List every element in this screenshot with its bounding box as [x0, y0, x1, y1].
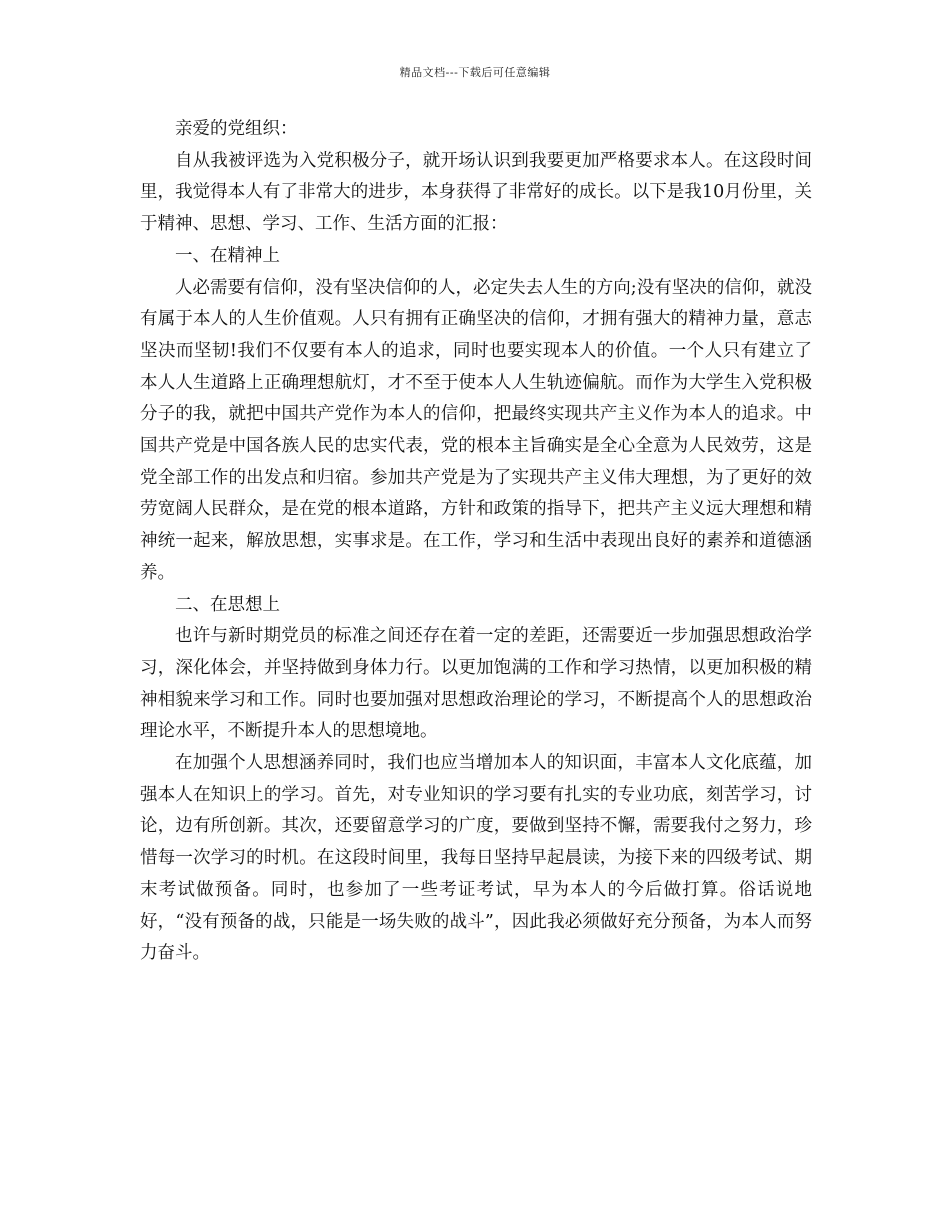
section-paragraph-thought-1: 也许与新时期党员的标准之间还存在着一定的差距，还需要近一步加强思想政治学习，深化体会，并坚持做到身体力行。以更加饱满的工作和学习热情，以更加积极的精神相貌来学习和工作。同时也要加强对思想政治理论的学习，不断提高个人的思想政治理论水平，不断提升本人的思想境地。 — [140, 626, 812, 742]
section-paragraph-spirit: 人必需要有信仰，没有坚决信仰的人，必定失去人生的方向;没有坚决的信仰，就没有属于本人的人生价值观。人只有拥有正确坚决的信仰，才拥有强大的精神力量，意志坚决而坚韧!我们不仅要有本人的追求，同时也要实现本人的价值。一个人只有建立了本人人生道路上正确理想航灯，才不至于使本人人生轨迹偏航。而作为大学生入党积极分子的我，就把中国共产党作为本人的信仰，把最终实现共产主义作为本人的追求。中国共产党是中国各族人民的忠实代表，党的根本主旨确实是全心全意为人民效劳，这是党全部工作的出发点和归宿。参加共产党是为了实现共产主义伟大理想，为了更好的效劳宽阔人民群众，是在党的根本道路，方针和政策的指导下，把共产主义远大理想和精神统一起来，解放思想，实事求是。在工作，学习和生活中表现出良好的素养和道德涵养。 — [140, 277, 812, 583]
section-paragraph-thought-2: 在加强个人思想涵养同时，我们也应当增加本人的知识面，丰富本人文化底蕴，加强本人在知识上的学习。首先，对专业知识的学习要有扎实的专业功底，刻苦学习，讨论，边有所创新。其次，还要留意学习的广度，要做到坚持不懈，需要我付之努力，珍惜每一次学习的时机。在这段时间里，我每日坚持早起晨读，为接下来的四级考试、期末考试做预备。同时，也参加了一些考证考试，早为本人的今后做打算。俗话说地好，“没有预备的战，只能是一场失败的战斗”，因此我必须做好充分预备，为本人而努力奋斗。 — [140, 753, 812, 964]
page-header: 精品文档---下载后可任意编辑 — [399, 66, 551, 79]
section-heading-spirit: 一、在精神上 — [175, 245, 280, 266]
document-body — [140, 114, 812, 970]
salutation: 亲爱的党组织： — [175, 119, 298, 139]
section-heading-thought: 二、在思想上 — [175, 594, 280, 615]
intro-paragraph: 自从我被评选为入党积极分子，就开场认识到我要更加严格要求本人。在这段时间里，我觉得本人有了非常大的进步，本身获得了非常好的成长。以下是我10月份里，关于精神、思想、学习、工作、生活方面的汇报： — [140, 150, 812, 235]
